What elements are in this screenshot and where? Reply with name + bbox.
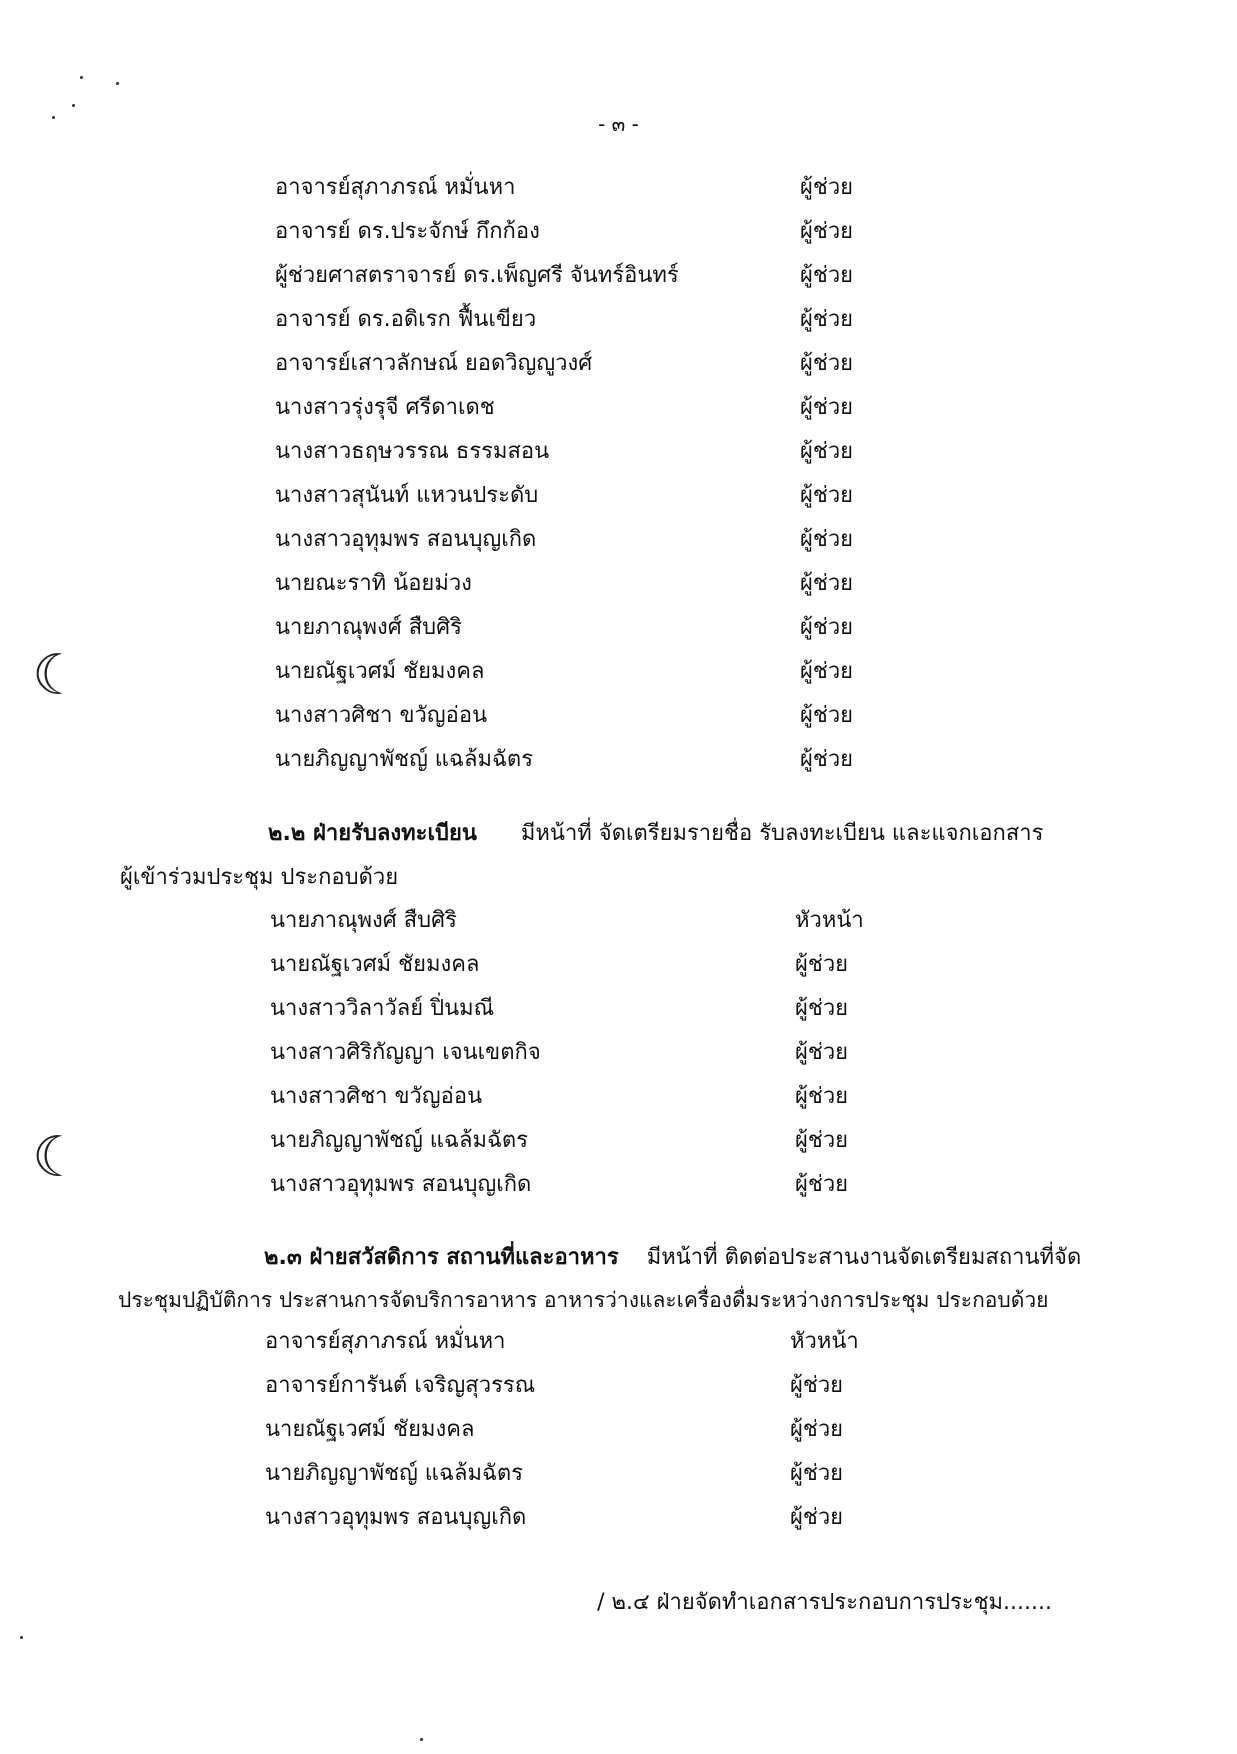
scan-speck: [116, 82, 119, 85]
list-item: นายภาณุพงศ์ สืบศิริ หัวหน้า: [270, 908, 864, 933]
list-item: นางสาวอุทุมพร สอนบุญเกิด ผู้ช่วย: [265, 1505, 844, 1530]
list-item: ผู้ช่วยศาสตราจารย์ ดร.เพ็ญศรี จันทร์อินทร์ ผู้ช่วย: [275, 263, 854, 288]
section-duty: มีหน้าที่ ติดต่อประสานงานจัดเตรียมสถานที่จัด: [646, 1245, 1082, 1270]
list-item: นางสาวธฤษวรรณ ธรรมสอน ผู้ช่วย: [275, 439, 854, 464]
list-item: อาจารย์ ดร.อดิเรก ฟื้นเขียว ผู้ช่วย: [275, 307, 854, 332]
list-item: นายภิญญาพัชญ์ แฉล้มฉัตร ผู้ช่วย: [265, 1461, 844, 1486]
binder-hole-mark: ☾: [32, 643, 83, 708]
list-item: นายภาณุพงศ์ สืบศิริ ผู้ช่วย: [275, 615, 854, 640]
section-2-2-duty-continuation: ผู้เข้าร่วมประชุม ประกอบด้วย: [120, 865, 399, 890]
list-item: นายภิญญาพัชญ์ แฉล้มฉัตร ผู้ช่วย: [275, 747, 854, 772]
list-item: นายณัฐเวศม์ ชัยมงคล ผู้ช่วย: [265, 1417, 844, 1442]
list-item: นายภิญญาพัชญ์ แฉล้มฉัตร ผู้ช่วย: [270, 1128, 849, 1153]
next-page-reference: / ๒.๔ ฝ่ายจัดทำเอกสารประกอบการประชุม.......: [597, 1590, 1052, 1615]
section-2-3-heading-line: [264, 1236, 1081, 1280]
list-item: นางสาวรุ่งรุจี ศรีดาเดช ผู้ช่วย: [275, 395, 854, 420]
scan-speck: [80, 76, 83, 79]
section-heading: ๒.๓ ฝ่ายสวัสดิการ สถานที่และอาหาร: [264, 1245, 619, 1270]
list-item: นางสาวศิชา ขวัญอ่อน ผู้ช่วย: [275, 703, 854, 728]
list-item: นางสาวอุทุมพร สอนบุญเกิด ผู้ช่วย: [270, 1172, 849, 1197]
list-item: นางสาวอุทุมพร สอนบุญเกิด ผู้ช่วย: [275, 527, 854, 552]
member-list-continuation: [0, 166, 1237, 782]
list-item: อาจารย์เสาวลักษณ์ ยอดวิญญูวงศ์ ผู้ช่วย: [275, 351, 854, 376]
list-item: นายณัฐเวศม์ ชัยมงคล ผู้ช่วย: [275, 659, 854, 684]
scan-speck: [420, 1738, 423, 1741]
list-item: อาจารย์สุภาภรณ์ หมั่นหา หัวหน้า: [265, 1329, 859, 1354]
section-2-2-heading-line: [268, 812, 1043, 856]
section-2-3-member-list: [0, 1320, 1237, 1540]
list-item: นางสาววิลาวัลย์ ปิ่นมณี ผู้ช่วย: [270, 996, 849, 1021]
list-item: นางสาวศิริกัญญา เจนเขตกิจ ผู้ช่วย: [270, 1040, 849, 1065]
binder-hole-mark: ☾: [32, 1125, 83, 1190]
list-item: นายณะราทิ น้อยม่วง ผู้ช่วย: [275, 571, 854, 596]
list-item: นายณัฐเวศม์ ชัยมงคล ผู้ช่วย: [270, 952, 849, 977]
list-item: นางสาวศิชา ขวัญอ่อน ผู้ช่วย: [270, 1084, 849, 1109]
list-item: อาจารย์ ดร.ประจักษ์ กึกก้อง ผู้ช่วย: [275, 219, 854, 244]
section-2-2-member-list: [0, 899, 1237, 1207]
scan-speck: [20, 1636, 23, 1639]
scan-speck: [72, 104, 75, 107]
page-number: - ๓ -: [598, 112, 639, 136]
section-2-3-duty-continuation: ประชุมปฏิบัติการ ประสานการจัดบริการอาหาร อาหารว่างและเครื่องดื่มระหว่างการประชุม ประกอบด้วย: [118, 1288, 1049, 1312]
list-item: อาจารย์การันต์ เจริญสุวรรณ ผู้ช่วย: [265, 1373, 844, 1398]
section-heading: ๒.๒ ฝ่ายรับลงทะเบียน: [268, 821, 477, 846]
section-duty: มีหน้าที่ จัดเตรียมรายชื่อ รับลงทะเบียน และแจกเอกสาร: [520, 821, 1044, 846]
list-item: อาจารย์สุภาภรณ์ หมั่นหา ผู้ช่วย: [275, 175, 854, 200]
list-item: นางสาวสุนันท์ แหวนประดับ ผู้ช่วย: [275, 483, 854, 508]
